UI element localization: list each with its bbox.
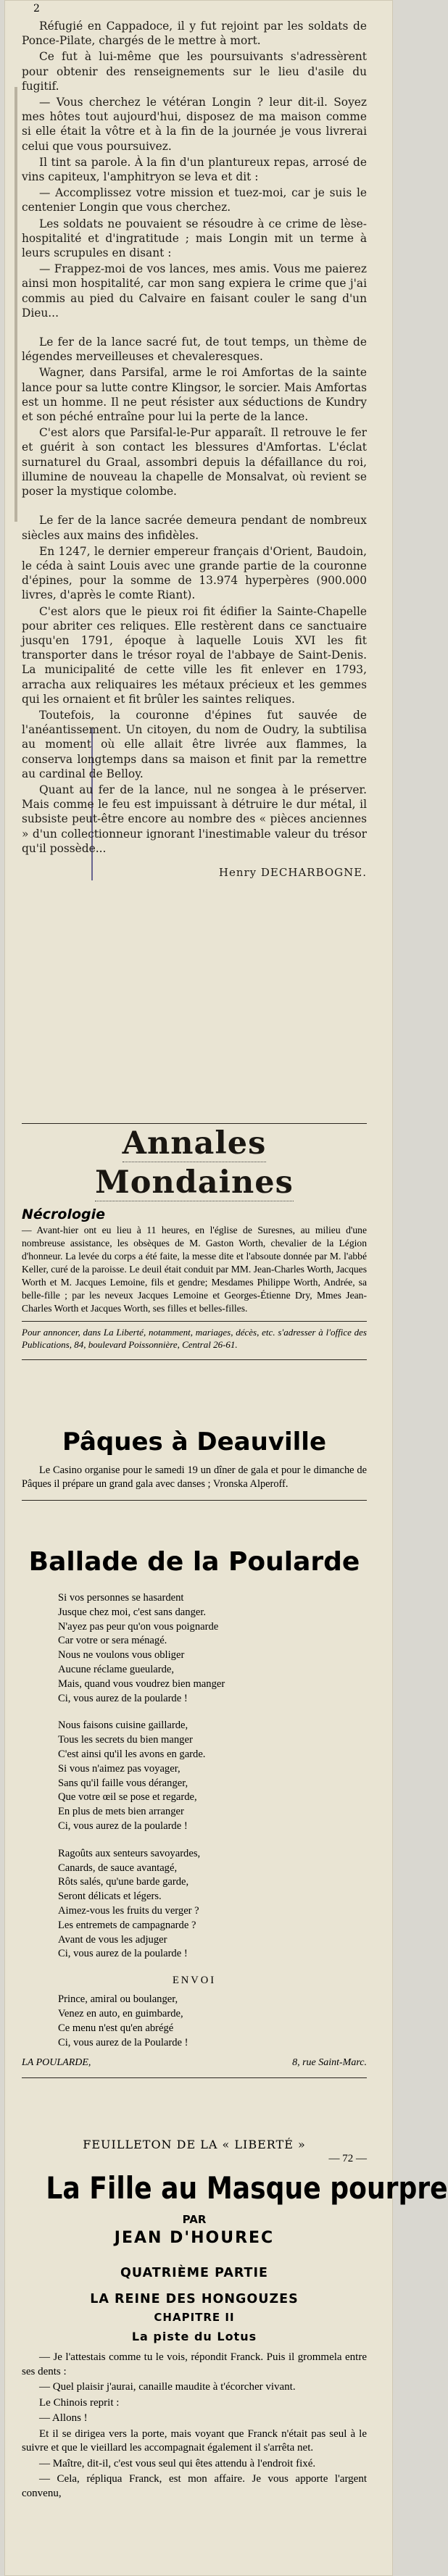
- divider: [22, 1500, 367, 1501]
- verse-line: Que votre œil se pose et regarde,: [58, 1791, 197, 1804]
- verse-line: Ragoûts aux senteurs savoyardes,: [58, 1847, 201, 1859]
- article-paragraph: Wagner, dans Parsifal, arme le roi Amfortas de la sainte lance pour sa lutte contre Klingsor, le sorcier. Mais Amfortas est un homme. Il ne peut résister aux séductions de Kundry et son péché entraîne pour lui la perte de la lance.: [22, 366, 367, 424]
- chapter-title: La piste du Lotus: [131, 2330, 257, 2343]
- serial-paragraph: — Je l'attestais comme tu le vois, répondit Franck. Puis il grommela entre ses dents :: [22, 2351, 367, 2377]
- ballade-section: [22, 1547, 367, 2078]
- article-paragraph: Ce fut à lui-même que les poursuivants s'adressèrent pour obtenir des renseignements sur le lieu d'asile du fugitif.: [22, 50, 367, 93]
- restaurant-address: 8, rue Saint-Marc.: [292, 2057, 367, 2069]
- verse-line: Nous faisons cuisine gaillarde,: [58, 1720, 188, 1732]
- serial-paragraph: — Cela, répliqua Franck, est mon affaire. Je vous apporte l'argent convenu,: [22, 2473, 367, 2499]
- verse-line: Mais, quand vous voudrez bien manger: [58, 1677, 225, 1690]
- verse-line: Car votre or sera ménagé.: [58, 1635, 167, 1647]
- article-paragraph: Quant au fer de la lance, nul ne songea à le préserver. Mais comme le feu est impuissant à détruire le dur métal, il subsiste peut-être encore au nombre des « pièces anciennes » d'un collectionneur ignorant l'inestimable valeur du trésor qu'il possède...: [22, 783, 367, 855]
- necrologie-heading: Nécrologie: [22, 1206, 106, 1222]
- verse-line: Rôts salés, qu'une barde garde,: [58, 1876, 189, 1888]
- verse-line: Ci, vous aurez de la poularde !: [58, 1948, 188, 1960]
- verse-line: Canards, de sauce avantagé,: [58, 1862, 178, 1874]
- verse-line: Prince, amiral ou boulanger,: [58, 1993, 178, 2006]
- feuilleton-label: FEUILLETON DE LA « LIBERTÉ »: [83, 2138, 306, 2151]
- article-paragraph: Le fer de la lance sacrée demeura pendant de nombreux siècles aux mains des infidèles.: [22, 514, 367, 542]
- verse-line: Si vous n'aimez pas voyager,: [58, 1762, 181, 1775]
- article-paragraph: Les soldats ne pouvaient se résoudre à ce crime de lèse-hospitalité et d'ingratitude ; mais Longin mit un terme à leurs scrupules en disant :: [22, 217, 367, 260]
- verse-line: Ce menu n'est qu'en abrégé: [58, 2022, 174, 2034]
- serial-paragraph: Le Chinois reprit :: [39, 2396, 120, 2409]
- verse-line: Ci, vous aurez de la Poularde !: [58, 2036, 188, 2048]
- paques-section: [22, 1427, 367, 1501]
- verse-line: Ci, vous aurez de la poularde !: [58, 1692, 188, 1704]
- article-paragraph: En 1247, le dernier empereur français d'Orient, Baudoin, le céda à saint Louis avec une grande partie de la couronne d'épines, pour la somme de 13.974 hyperpères (900.000 livres, d'après le comte Riant).: [22, 544, 367, 602]
- verse-line: Nous ne voulons vous obliger: [58, 1649, 185, 1662]
- article-signature: Henry DECHARBOGNE.: [218, 865, 367, 879]
- by-label: PAR: [182, 2213, 207, 2226]
- ballade-stanza: [22, 1847, 367, 1962]
- paques-text: Le Casino organise pour le samedi 19 un dîner de gala et pour le dimanche de Pâques il prépare un grand gala avec danses ; Vronska Alperoff.: [22, 1464, 367, 1490]
- feuilleton-section: [22, 2138, 448, 2502]
- part-heading: QUATRIÈME PARTIE: [120, 2266, 268, 2280]
- chapter-heading: CHAPITRE II: [154, 2311, 235, 2324]
- verse-line: Aimez-vous les fruits du verger ?: [58, 1904, 199, 1917]
- ballade-signature: [22, 2057, 367, 2069]
- restaurant-name: LA POULARDE,: [22, 2057, 91, 2069]
- verse-line: En plus de mets bien arranger: [58, 1806, 184, 1818]
- serial-author: JEAN D'HOUREC: [114, 2229, 275, 2247]
- serial-paragraph: — Quel plaisir j'aurai, canaille maudite à t'écorcher vivant.: [39, 2381, 296, 2393]
- article-paragraph: C'est alors que Parsifal-le-Pur apparaît. Il retrouve le fer et guérit à son contact les blessures d'Amfortas. L'éclat surnaturel du Graal, assombri depuis la défaillance du roi, illumine de nouveau la chapelle de Monsalvat, où revient se poser la mystique colombe.: [22, 426, 367, 499]
- episode-number: — 72 —: [328, 2153, 367, 2164]
- article-paragraph: C'est alors que le pieux roi fit édifier la Sainte-Chapelle pour abriter ces reliques. Elle restèrent dans ce sanctuaire jusqu'en 1791, époque à laquelle Louis XVI les fit transporter dans le trésor royal de l'abbaye de Saint-Denis. La municipalité de cette ville les fit enlever en 1793, arracha aux reliquaires les métaux précieux et les gemmes qui les ornaient et fit brûler les saintes reliques.: [22, 604, 367, 706]
- article-paragraph: — Frappez-moi de vos lances, mes amis. Vous me paierez ainsi mon hospitalité, car mon sang expiera le crime que j'ai commis au pied du Calvaire en faisant couler le sang d'un Dieu...: [22, 262, 367, 320]
- article-paragraph: — Vous cherchez le vétéran Longin ? leur dit-il. Soyez mes hôtes tout aujourd'hui, disposez de ma maison comme si elle était la vôtre et à la fin de la journée je vous livrerai celui que vous poursuivez.: [22, 96, 367, 153]
- article-paragraph: Réfugié en Cappadoce, il y fut rejoint par les soldats de Ponce-Pilate, chargés de le mettre à mort.: [22, 20, 367, 48]
- necrologie-text: — Avant-hier ont eu lieu à 11 heures, en l'église de Suresnes, au milieu d'une nombreuse assistance, les obsèques de M. Gaston Worth, chevalier de la Légion d'honneur. La levée du corps a été faite, la messe dite et l'absoute donnée par M. l'abbé Keller, curé de la paroisse. Le deuil était conduit par MM. Jean-Charles Worth, Jacques Worth et M. Jacques Lemoine, fils et gendre; Mesdames Philippe Worth, Andrée, sa belle-fille ; par les neveux Jacques Lemoine et Georges-Étienne Dry, Mmes Jean-Charles Worth et Jacques Worth, ses filles et belles-filles.: [22, 1225, 367, 1314]
- paques-title: Pâques à Deauville: [62, 1427, 327, 1456]
- serial-paragraph: — Maître, dit-il, c'est vous seul qui êtes attendu à l'endroit fixé.: [39, 2457, 316, 2469]
- verse-line: Jusque chez moi, c'est sans danger.: [58, 1606, 207, 1618]
- announcement-notice: Pour annoncer, dans La Liberté, notamment, mariages, décès, etc. s'adresser à l'office des Publications, 84, boulevard Poissonnière, Central 26-61.: [22, 1327, 367, 1350]
- envoi-heading: ENVOI: [172, 1975, 217, 1987]
- verse-line: Les entremets de campagnarde ?: [58, 1919, 196, 1931]
- verse-line: Avant de vous les adjuger: [58, 1933, 167, 1946]
- article-paragraph: Il tint sa parole. À la fin d'un plantureux repas, arrosé de vins capiteux, l'amphitryon se leva et dit :: [22, 155, 367, 184]
- verse-line: C'est ainsi qu'il les avons en garde.: [58, 1748, 206, 1760]
- article: [22, 19, 367, 879]
- verse-line: Aucune réclame gueularde,: [58, 1663, 175, 1675]
- divider: [22, 2077, 367, 2078]
- ballade-stanza: [22, 1719, 367, 1833]
- divider: [22, 1359, 367, 1360]
- serial-paragraph: Et il se dirigea vers la porte, mais voyant que Franck n'était pas seul à le suivre et que le vieillard les accompagnait également il s'arrêta net.: [22, 2427, 367, 2454]
- annales-section: [22, 1123, 367, 1360]
- article-paragraph: — Accomplissez votre mission et tuez-moi, car je suis le centenier Longin que vous cherchez.: [22, 186, 367, 214]
- serial-title: La Fille au Masque pourpre: [46, 2170, 448, 2206]
- serial-paragraph: — Allons !: [39, 2412, 88, 2424]
- article-paragraph: Le fer de la lance sacré fut, de tout temps, un thème de légendes merveilleuses et chevaleresques.: [22, 335, 367, 364]
- ballade-title: Ballade de la Poularde: [28, 1547, 360, 1577]
- verse-line: Ci, vous aurez de la poularde !: [58, 1820, 188, 1832]
- verse-line: Si vos personnes se hasardent: [58, 1592, 184, 1604]
- article-paragraph: Toutefois, la couronne d'épines fut sauvée de l'anéantissement. Un citoyen, du nom de Oudry, la subtilisa au moment où elle allait être livrée aux flammes, la conserva longtemps dans sa maison et finit par la remettre au cardinal de Belloy.: [22, 708, 367, 780]
- ballade-stanza: [22, 1591, 367, 1706]
- verse-line: N'ayez pas peur qu'on vous poignarde: [58, 1620, 219, 1633]
- divider: [22, 1321, 367, 1322]
- verse-line: Tous les secrets du bien manger: [58, 1734, 193, 1746]
- verse-line: Seront délicats et légers.: [58, 1891, 162, 1903]
- paper-edge-shadow: [14, 87, 17, 522]
- verse-line: Sans qu'il faille vous déranger,: [58, 1777, 188, 1789]
- part-title: LA REINE DES HONGOUZES: [90, 2292, 299, 2306]
- page-number: 2: [33, 3, 40, 14]
- verse-line: Venez en auto, en guimbarde,: [58, 2007, 183, 2019]
- annales-title: Annales Mondaines: [95, 1125, 294, 1201]
- envoi-stanza: [22, 1993, 367, 2050]
